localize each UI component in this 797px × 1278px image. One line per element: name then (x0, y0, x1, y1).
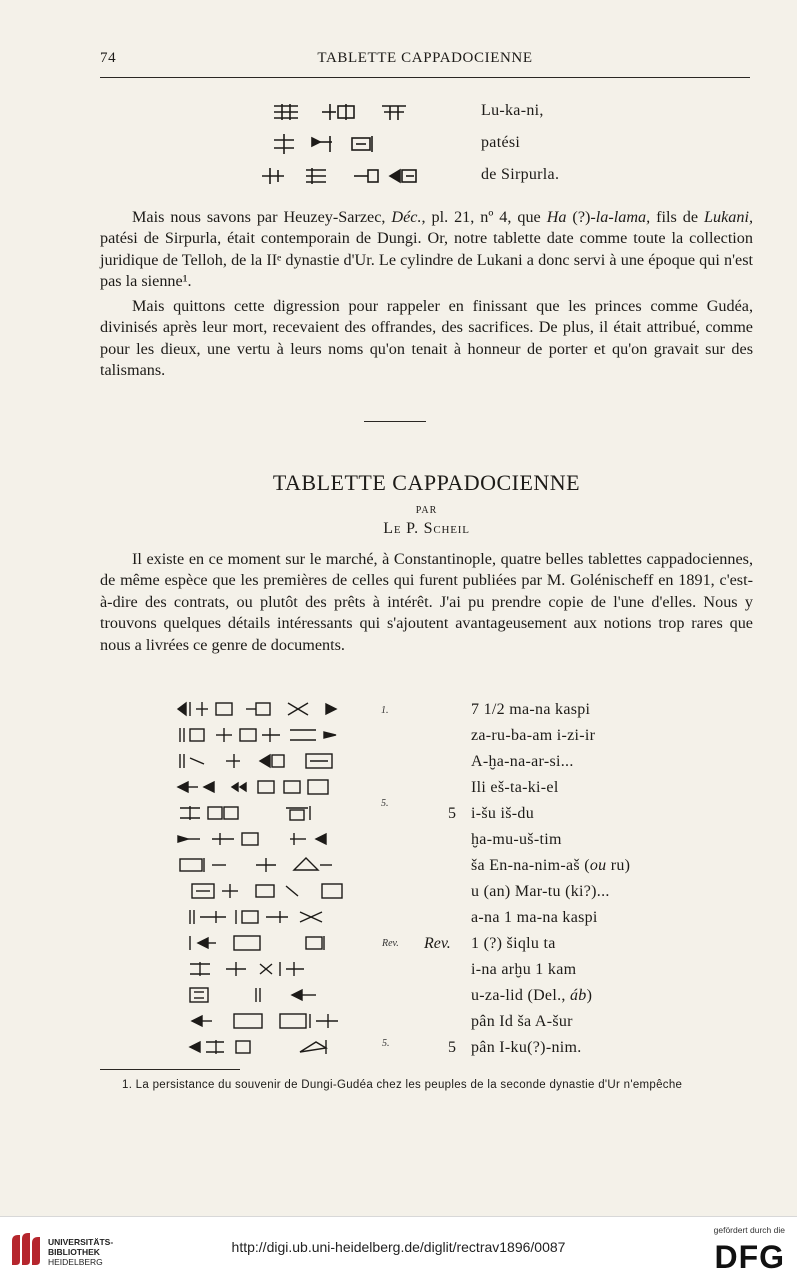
transliteration-line: i-šu iš-du (471, 805, 534, 822)
article-author: Le P. Scheil (383, 520, 470, 537)
cuneiform-line (176, 1010, 366, 1036)
cuneiform-glyphs (176, 932, 366, 954)
transliteration-line: pân Id ša A-šur (471, 1013, 573, 1030)
cuneiform-line (176, 958, 366, 984)
transliteration-line: Ili eš-ta-ki-el (471, 779, 559, 796)
transliteration-line: u (an) Mar-tu (ki?)... (471, 883, 610, 900)
viewer-footer-bar (0, 1216, 797, 1278)
cuneiform-glyphs (176, 750, 366, 772)
italic-run: áb (569, 987, 587, 1004)
text-run: u-za-lid (Del., (471, 987, 570, 1004)
transliteration-line: za-ru-ba-am i-zi-ir (471, 727, 596, 744)
funded-by-label: gefördert durch die (713, 1225, 785, 1235)
cuneiform-line (176, 750, 366, 776)
text-run: (?)- (566, 208, 596, 226)
transliteration-line: pân I-ku(?)-nim. (471, 1039, 582, 1056)
university-name-line: UNIVERSITÄTS- (48, 1237, 114, 1247)
cuneiform-glyphs (176, 698, 366, 720)
italic-run: la-lama, (595, 208, 651, 226)
cuneiform-glyphs (272, 100, 432, 126)
section-separator (364, 421, 426, 422)
running-head (100, 50, 750, 70)
cuneiform-glyphs (176, 854, 366, 876)
cuneiform-line (272, 100, 432, 126)
running-title: TABLETTE CAPPADOCIENNE (317, 50, 533, 66)
cuneiform-glyphs (176, 724, 366, 746)
cuneiform-glyphs (176, 828, 366, 850)
italic-run: Déc. (391, 208, 422, 226)
transliteration-line (471, 987, 592, 1005)
cuneiform-line (260, 164, 440, 190)
university-city: HEIDELBERG (48, 1257, 103, 1267)
dfg-logo[interactable]: DFG (714, 1239, 785, 1275)
transliteration-line: 1 (?) šiqlu ta (471, 935, 556, 952)
text-run: fils de (650, 208, 704, 226)
header-rule (100, 77, 750, 78)
cuneiform-glyphs (176, 984, 366, 1006)
cuneiform-glyphs (176, 958, 366, 980)
cuneiform-glyphs (176, 1036, 366, 1058)
text-run: ša En-na-nim-aš ( (471, 857, 590, 874)
transliteration-line: de Sirpurla. (481, 166, 560, 183)
margin-note: 5. (382, 1038, 390, 1049)
text-run: , pl. 21, nº 4, que (421, 208, 547, 226)
footnote: 1. La persistance du souvenir de Dungi-Gudéa chez les peuples de la seconde dynastie d'Ur n'empêche (122, 1079, 683, 1091)
cuneiform-line (176, 1036, 366, 1062)
transliteration-line: i-na arḫu 1 kam (471, 961, 577, 978)
text-run: ru) (606, 857, 631, 874)
italic-run: ou (589, 857, 607, 874)
cuneiform-line (176, 880, 366, 906)
cuneiform-line (176, 932, 366, 958)
italic-run: Ha (546, 208, 567, 226)
cuneiform-line (176, 984, 366, 1010)
text-run: Mais nous savons par Heuzey-Sarzec, (132, 208, 392, 226)
cuneiform-line (176, 828, 366, 854)
cuneiform-glyphs (176, 776, 366, 798)
transliteration-line: 7 1/2 ma-na kaspi (471, 701, 591, 718)
transliteration-line: ḫa-mu-uš-tim (471, 831, 562, 848)
text-run: ) (586, 987, 593, 1004)
cuneiform-line (176, 854, 366, 880)
margin-note: Rev. (382, 938, 399, 949)
paragraph (100, 207, 753, 293)
permalink-url[interactable]: http://digi.ub.uni-heidelberg.de/diglit/rectrav1896/0087 (231, 1239, 566, 1255)
university-name-line: BIBLIOTHEK (48, 1247, 100, 1257)
article-title: TABLETTE CAPPADOCIENNE (272, 470, 581, 495)
cuneiform-line (176, 698, 366, 724)
cuneiform-line (176, 776, 366, 802)
footnote-rule (100, 1069, 240, 1070)
cuneiform-glyphs (176, 880, 366, 902)
paragraph: Il existe en ce moment sur le marché, à Constantinople, quatre belles tablettes cappadociennes, de même espèce que les premières de celles qui furent publiées par M. Golénischeff en 1891, c'est-à-dire des contrats, ou plutôt des prêts à intérêt. J'ai pu prendre copie de l'une d'elles. Nous y trouvons quelques détails intéressants qui s'ajoutent avantageusement aux notions trop rares que nous a livrées ce genre de documents. (100, 550, 753, 654)
transliteration-line: a-na 1 ma-na kaspi (471, 909, 598, 926)
cuneiform-line (176, 724, 366, 750)
cuneiform-glyphs (176, 1010, 366, 1032)
text-run: patési de Sirpurla, était contemporain de Dungi. Or, notre tablette date comme toute la collection juridique de Telloh, de la IIᵉ dynastie d'Ur. Le cylindre de Lukani a donc servi à une époque qui n'est pas la sienne¹. (100, 229, 753, 291)
cuneiform-glyphs (260, 164, 440, 190)
cuneiform-line (272, 132, 432, 158)
margin-note: 1. (381, 705, 389, 716)
margin-note: 5. (381, 798, 389, 809)
italic-run: Lukani, (703, 208, 753, 226)
article-par: PAR (415, 505, 438, 516)
reverse-label: Rev. (424, 935, 451, 952)
page-number: 74 (100, 50, 117, 66)
transliteration-line: A-ḫa-na-ar-si... (471, 753, 574, 770)
paragraph: Mais quittons cette digression pour rappeler en finissant que les princes comme Gudéa, divinisés après leur mort, recevaient des offrandes, des sacrifices. De plus, il était attribué, comme pour les dieux, une vertu à leurs noms qu'on tenait à honneur de porter et qu'on gravait sur des talismans. (100, 297, 753, 380)
transliteration-line: patési (481, 134, 521, 151)
cuneiform-glyphs (176, 802, 366, 824)
cuneiform-line (176, 906, 366, 932)
transliteration-line (471, 857, 630, 875)
cuneiform-glyphs (176, 906, 366, 928)
cuneiform-glyphs (272, 132, 432, 158)
line-number: 5 (448, 805, 456, 822)
line-number: 5 (448, 1039, 456, 1056)
cuneiform-line (176, 802, 366, 828)
transliteration-line: Lu-ka-ni, (481, 102, 544, 119)
